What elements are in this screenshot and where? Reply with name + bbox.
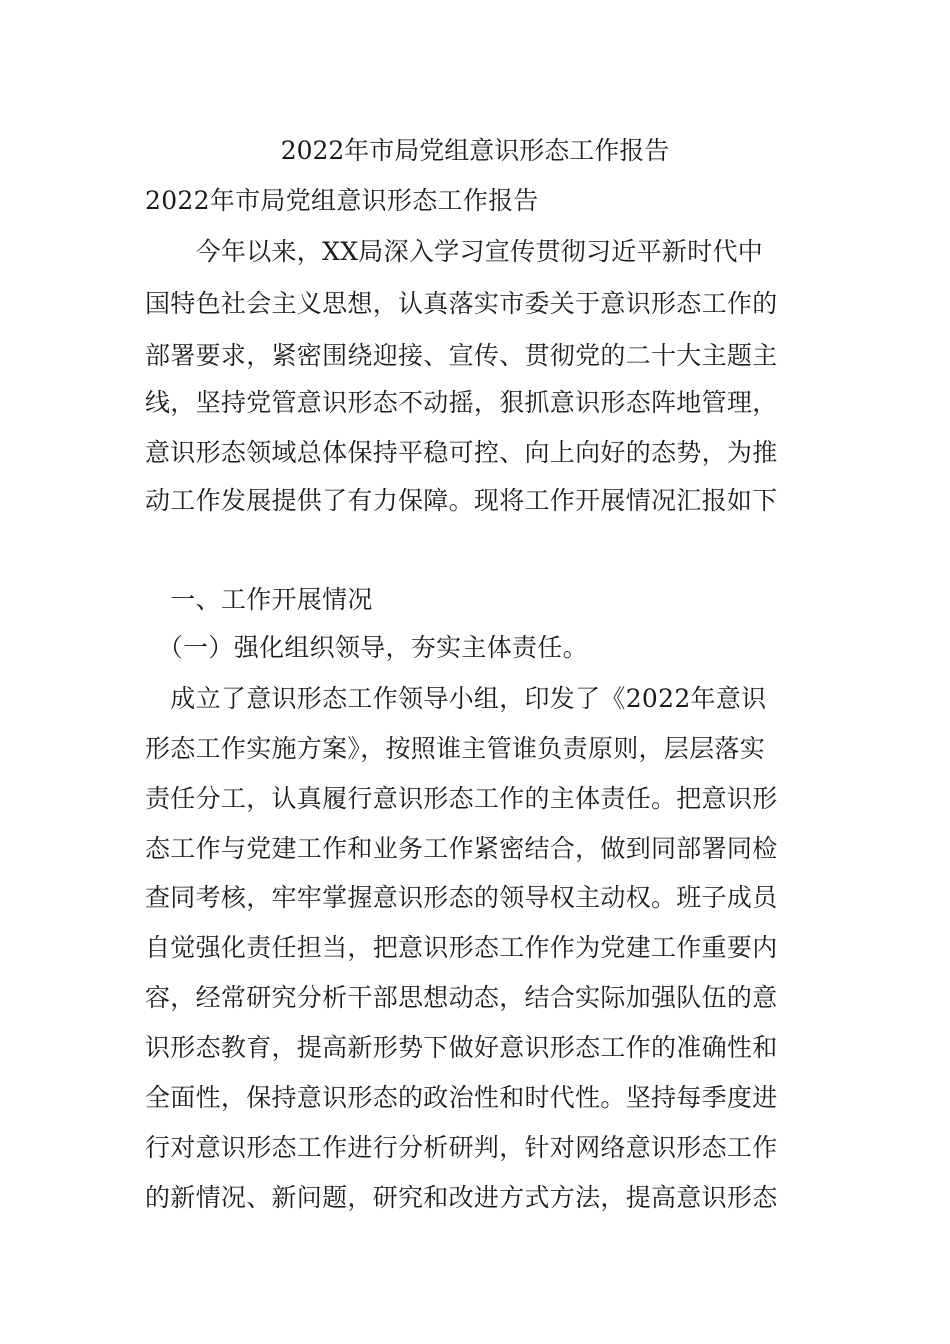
body-line: 态工作与党建工作和业务工作紧密结合，做到同部署同检 <box>145 834 778 863</box>
section-heading: 一、工作开展情况 <box>145 585 373 614</box>
document-title: 2022年市局党组意识形态工作报告 <box>280 136 670 165</box>
document-subtitle: 2022年市局党组意识形态工作报告 <box>145 186 539 215</box>
intro-line: 动工作发展提供了有力保障。现将工作开展情况汇报如下 <box>145 486 778 515</box>
intro-line: 国特色社会主义思想，认真落实市委关于意识形态工作的 <box>145 289 778 318</box>
body-line: 容，经常研究分析干部思想动态，结合实际加强队伍的意 <box>145 983 778 1012</box>
body-line: 责任分工，认真履行意识形态工作的主体责任。把意识形 <box>145 784 778 813</box>
body-line: 的新情况、新问题，研究和改进方式方法，提高意识形态 <box>145 1183 778 1212</box>
intro-line: 今年以来，XX局深入学习宣传贯彻习近平新时代中 <box>145 237 764 266</box>
body-line: 全面性，保持意识形态的政治性和时代性。坚持每季度进 <box>145 1083 778 1112</box>
body-line: 成立了意识形态工作领导小组，印发了《2022年意识 <box>145 684 767 713</box>
subsection-heading: （一）强化组织领导，夯实主体责任。 <box>145 633 588 662</box>
body-line: 查同考核，牢牢掌握意识形态的领导权主动权。班子成员 <box>145 883 778 912</box>
intro-line: 部署要求，紧密围绕迎接、宣传、贯彻党的二十大主题主 <box>145 341 778 370</box>
body-line: 自觉强化责任担当，把意识形态工作作为党建工作重要内 <box>145 933 778 962</box>
intro-line: 意识形态领域总体保持平稳可控、向上向好的态势，为推 <box>145 438 778 467</box>
body-line: 识形态教育，提高新形势下做好意识形态工作的准确性和 <box>145 1033 778 1062</box>
body-line: 行对意识形态工作进行分析研判，针对网络意识形态工作 <box>145 1133 778 1162</box>
intro-line: 线，坚持党管意识形态不动摇，狠抓意识形态阵地管理， <box>145 388 778 417</box>
body-line: 形态工作实施方案》，按照谁主管谁负责原则，层层落实 <box>145 734 766 763</box>
